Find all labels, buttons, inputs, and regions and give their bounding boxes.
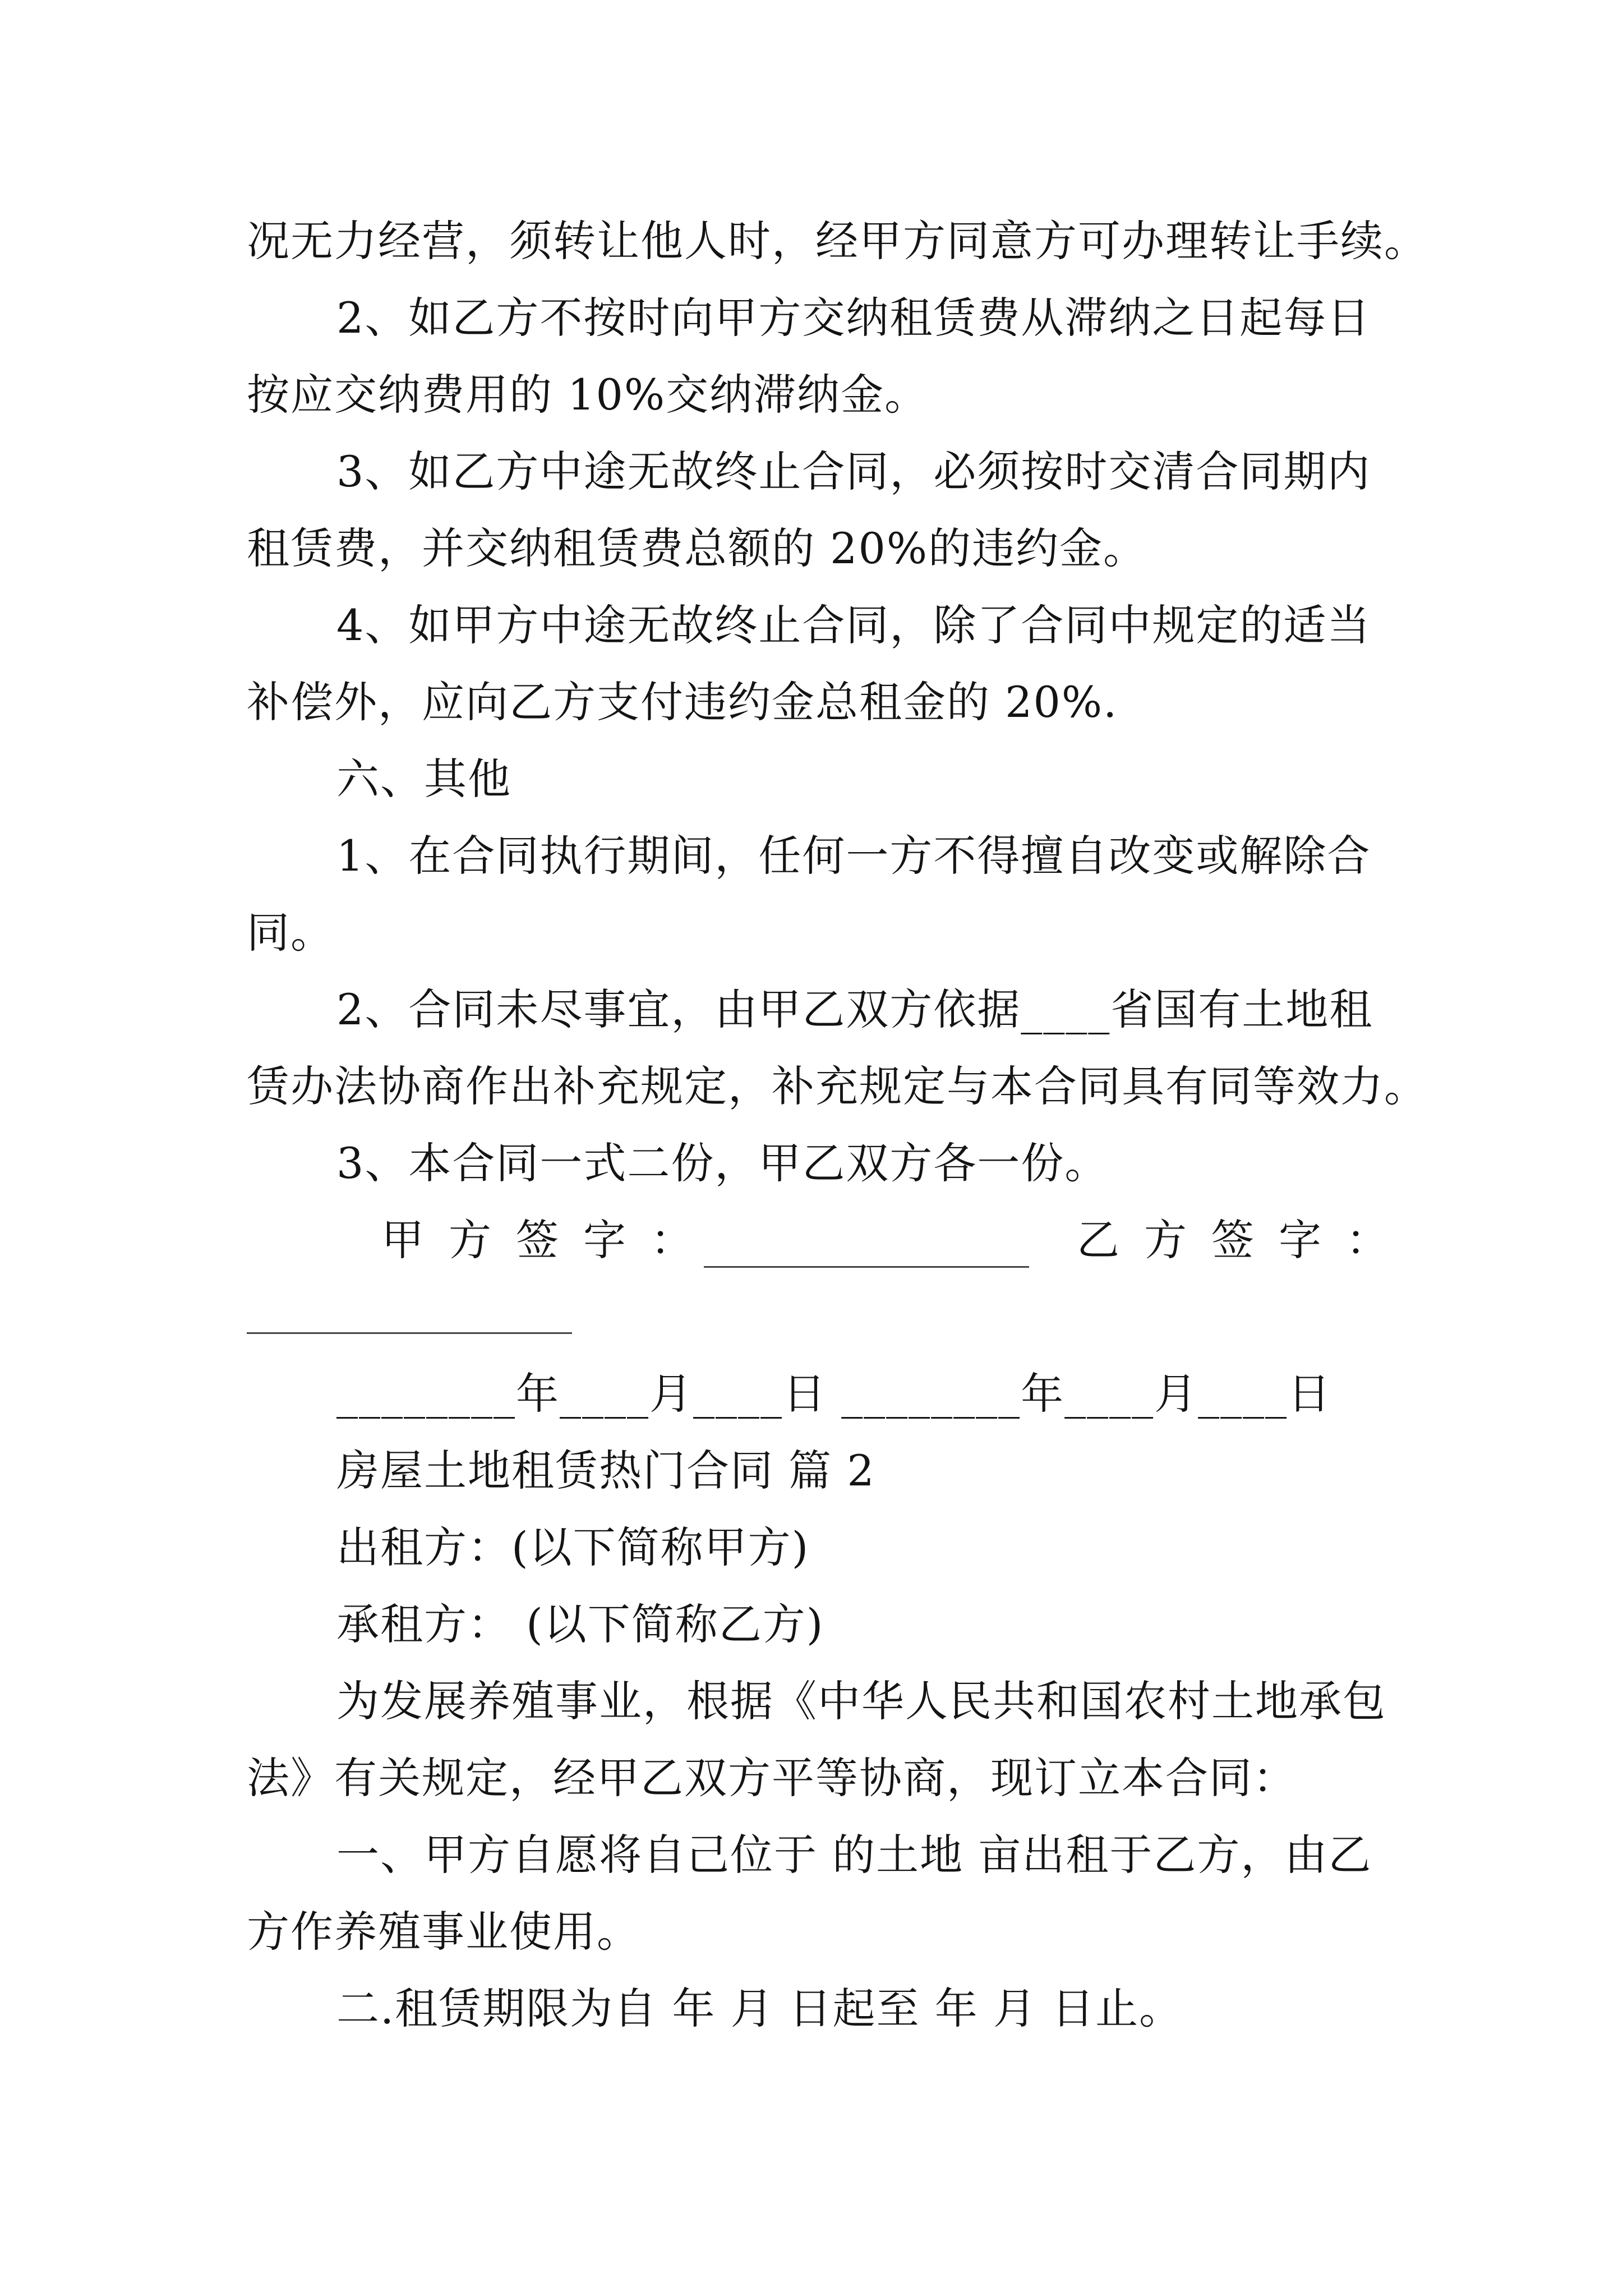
- clause-6-1-line-1: 1、在合同执行期间，任何一方不得擅自改变或解除合: [336, 831, 1371, 881]
- clause-5-3-line-1: 3、如乙方中途无故终止合同，必须按时交清合同期内: [336, 447, 1371, 496]
- clause-6-1-line-2: 同。: [247, 908, 334, 958]
- clause-6-3: 3、本合同一式二份，甲乙双方各一份。: [336, 1138, 1109, 1188]
- lessor-line: 出租方：(以下简称甲方): [336, 1522, 810, 1572]
- clause-5-4-line-2: 补偿外，应向乙方支付违约金总租金的 20%.: [247, 677, 1118, 727]
- party-b-signature-line: [247, 1332, 572, 1334]
- paragraph-line: 况无力经营，须转让他人时，经甲方同意方可办理转让手续。: [247, 216, 1428, 266]
- clause-5-2-line-2: 按应交纳费用的 10%交纳滞纳金。: [247, 370, 929, 420]
- clause-6-2-line-1: 2、合同未尽事宜，由甲乙双方依据____省国有土地租: [336, 984, 1373, 1034]
- preamble-line-2: 法》有关规定，经甲乙双方平等协商，现订立本合同：: [247, 1753, 1297, 1803]
- preamble-line-1: 为发展养殖事业，根据《中华人民共和国农村土地承包: [336, 1676, 1386, 1726]
- party-a-signature-label: 甲方签字：: [381, 1215, 718, 1265]
- clause-2-term: 二.租赁期限为自 年 月 日起至 年 月 日止。: [336, 1984, 1183, 2033]
- clause-5-2-line-1: 2、如乙方不按时向甲方交纳租赁费从滞纳之日起每日: [336, 293, 1371, 343]
- lessee-line: 承租方： (以下简称乙方): [336, 1599, 824, 1649]
- clause-1-line-1: 一、甲方自愿将自己位于 的土地 亩出租于乙方，由乙: [336, 1830, 1372, 1880]
- party-a-signature-line: [704, 1266, 1029, 1268]
- signature-date-line: ________年____月____日 ________年____月____日: [336, 1369, 1332, 1419]
- section-6-heading: 六、其他: [336, 754, 511, 804]
- clause-6-2-line-2: 赁办法协商作出补充规定，补充规定与本合同具有同等效力。: [247, 1061, 1428, 1111]
- party-b-signature-label: 乙方签字：: [1077, 1215, 1413, 1265]
- clause-5-3-line-2: 租赁费，并交纳租赁费总额的 20%的违约金。: [247, 523, 1147, 573]
- contract-2-title: 房屋土地租赁热门合同 篇 2: [336, 1446, 875, 1496]
- clause-1-line-2: 方作养殖事业使用。: [247, 1907, 640, 1957]
- clause-5-4-line-1: 4、如甲方中途无故终止合同，除了合同中规定的适当: [336, 600, 1371, 650]
